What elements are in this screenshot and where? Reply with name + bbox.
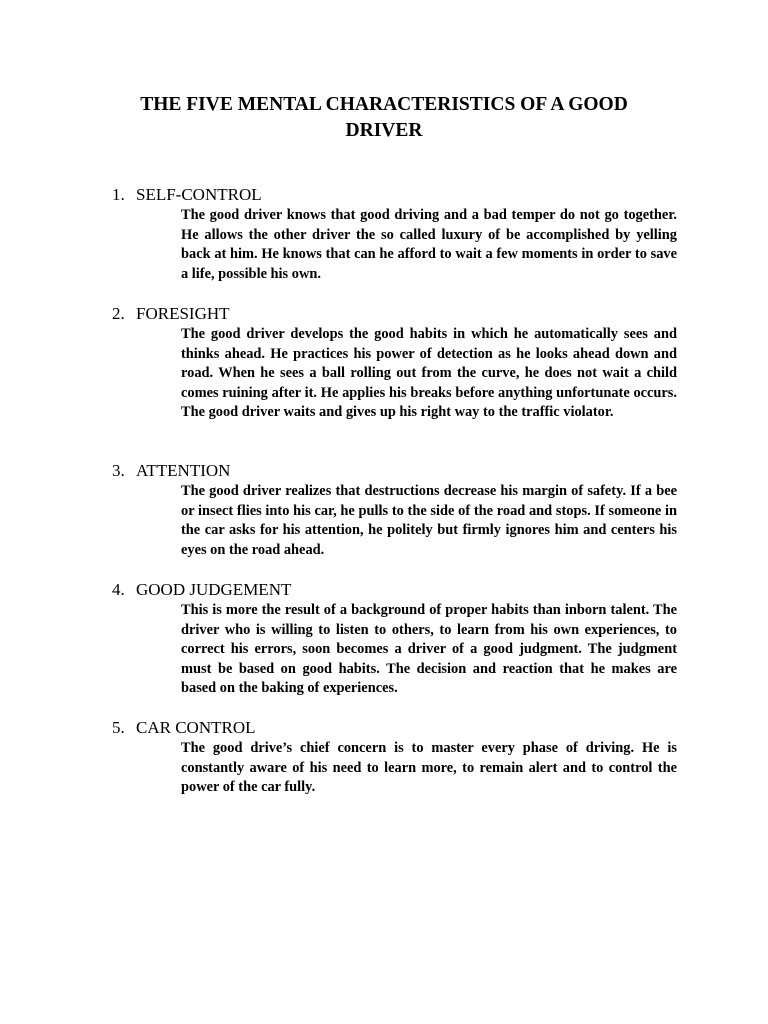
section-number: 2.: [112, 304, 125, 323]
section-title: SELF-CONTROL: [136, 185, 262, 204]
section-attention: [112, 460, 677, 560]
section-car-control: [112, 717, 677, 798]
section-title: GOOD JUDGEMENT: [136, 580, 292, 599]
section-heading: [112, 303, 677, 325]
section-body: The good driver develops the good habits in which he automatically sees and thinks ahead. He practices his power of detection as he looks ahead down and road. When he sees a ball rolling out from the curve, he does not wait a child comes ruining after it. He applies his breaks before anything unfortunate occurs. The good driver waits and gives up his right way to the traffic violator.: [181, 326, 677, 420]
section-heading: [112, 184, 677, 206]
section-number: 5.: [112, 718, 125, 737]
section-body: The good driver knows that good driving and a bad temper do not go together. He allows the other driver the so called luxury of be accomplished by yelling back at him. He knows that can he afford to wait a few moments in order to save a life, possible his own.: [181, 207, 677, 282]
section-heading: [112, 460, 677, 482]
section-number: 1.: [112, 185, 125, 204]
section-number: 4.: [112, 580, 125, 599]
section-title: CAR CONTROL: [136, 718, 256, 737]
section-self-control: [112, 184, 677, 284]
section-title: ATTENTION: [136, 461, 231, 480]
section-body: The good drive’s chief concern is to master every phase of driving. He is constantly aware of his need to learn more, to remain alert and to control the power of the car fully.: [181, 740, 677, 795]
section-title: FORESIGHT: [136, 304, 230, 323]
section-foresight: [112, 303, 677, 423]
section-body: This is more the result of a background of proper habits than inborn talent. The driver who is willing to listen to others, to learn from his own experiences, to correct his errors, soon becomes a driver of a good judgment. The judgment must be based on good habits. The decision and reaction that he makes are based on the baking of experiences.: [181, 602, 677, 696]
section-heading: [112, 579, 677, 601]
document-title: THE FIVE MENTAL CHARACTERISTICS OF A GOOD DRIVER: [140, 94, 628, 141]
section-good-judgement: [112, 579, 677, 699]
section-number: 3.: [112, 461, 125, 480]
section-body: The good driver realizes that destructions decrease his margin of safety. If a bee or insect flies into his car, he pulls to the side of the road and stops. If someone in the car asks for his attention, he politely but firmly ignores him and centers his eyes on the road ahead.: [181, 483, 677, 558]
section-heading: [112, 717, 677, 739]
